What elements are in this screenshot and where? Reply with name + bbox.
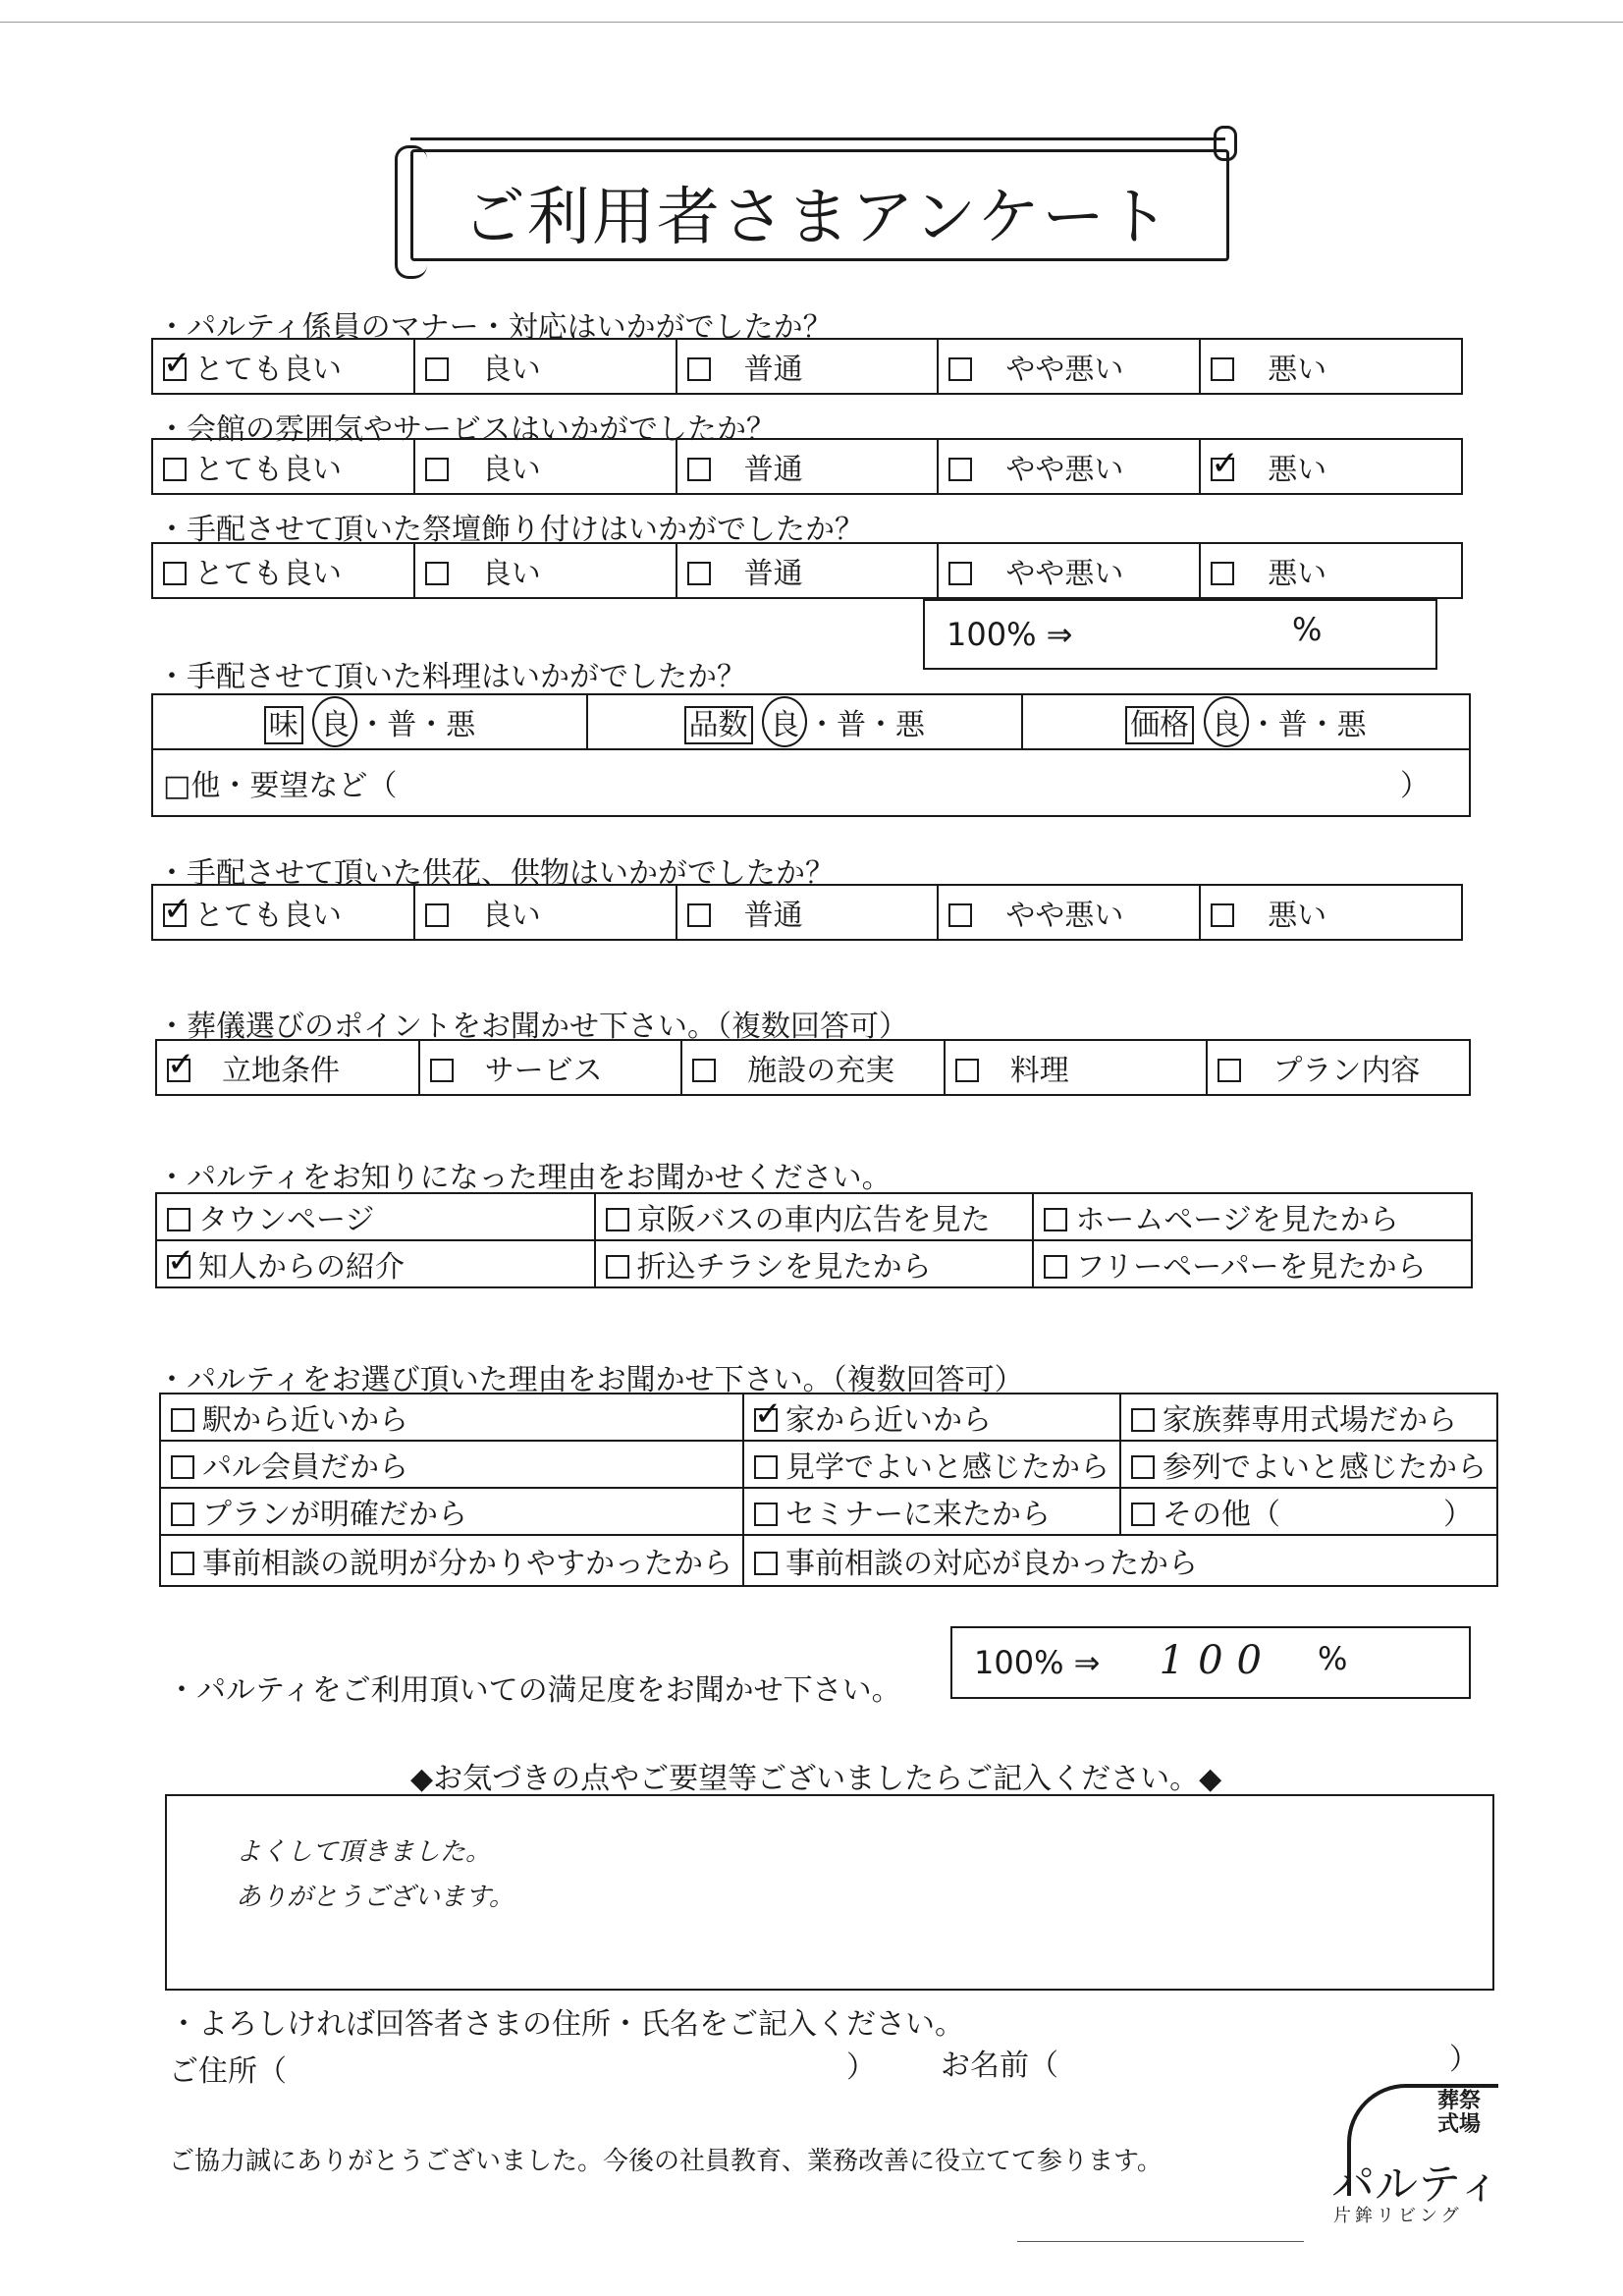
q1-option-1[interactable] [414, 339, 676, 394]
q8-option-label-1-2: 参列でよいと感じたから [1163, 1450, 1487, 1485]
q2-options-table [151, 438, 1463, 495]
q1-checkbox-3[interactable] [948, 357, 972, 381]
q6-checkbox-0[interactable] [167, 1059, 190, 1082]
q8-checkbox-0-0[interactable] [171, 1408, 194, 1432]
q3-option-4[interactable] [1200, 543, 1462, 598]
logo-sub-text: 片鉾リビング [1333, 2206, 1463, 2226]
q2-question: ・会館の雰囲気やサービスはいかがでしたか？ [157, 412, 776, 447]
q8-option-label-1-0: パル会員だから [202, 1450, 408, 1485]
q3-option-label-4: 悪い [1268, 557, 1327, 591]
q3-option-label-0: とても良い [194, 557, 342, 591]
q8-option-2-1[interactable] [743, 1488, 1120, 1535]
q1-option-label-1: 良い [481, 353, 541, 387]
q7-option-0-1[interactable] [595, 1193, 1034, 1240]
q8-option-2-0[interactable] [160, 1488, 743, 1535]
q3-checkbox-4[interactable] [1211, 562, 1234, 585]
q7-option-1-0[interactable] [156, 1240, 595, 1287]
q7-option-label-0-1: 京阪バスの車内広告を見た [636, 1203, 991, 1237]
q7-option-1-1[interactable] [595, 1240, 1034, 1287]
q1-option-0[interactable] [152, 339, 414, 394]
q8-last-checkbox-0[interactable] [171, 1552, 194, 1575]
q5-checkbox-1[interactable] [425, 903, 449, 927]
q2-option-label-4: 悪い [1268, 453, 1327, 487]
q6-option-label-4: プラン内容 [1272, 1054, 1421, 1088]
q3-percent-unit: % [1292, 611, 1323, 648]
q5-question: ・手配させて頂いた供花、供物はいかがでしたか？ [157, 856, 835, 891]
q6-option-3[interactable] [945, 1040, 1208, 1095]
q8-option-1-1[interactable] [743, 1441, 1120, 1488]
q4-other-cell[interactable] [152, 749, 1470, 816]
q4-price-label: 価格 [1125, 706, 1194, 744]
q3-option-label-3: やや悪い [1005, 557, 1124, 591]
q3-question: ・手配させて頂いた祭壇飾り付けはいかがでしたか？ [157, 513, 864, 547]
q8-checkbox-2-0[interactable] [171, 1503, 194, 1526]
q7-checkbox-0-2[interactable] [1044, 1208, 1067, 1231]
address-field[interactable] [265, 2076, 835, 2078]
q4-taste-cell[interactable] [152, 694, 587, 749]
q3-checkbox-0[interactable] [163, 562, 187, 585]
survey-title: ご利用者さまアンケート [461, 182, 1172, 254]
q5-option-4[interactable] [1200, 885, 1462, 940]
q8-checkbox-1-2[interactable] [1131, 1455, 1155, 1479]
footer-thanks: ご協力誠にありがとうございました。今後の社員教育、業務改善に役立てて参ります。 [169, 2147, 1163, 2176]
q7-option-label-0-0: タウンページ [198, 1203, 375, 1237]
q3-option-3[interactable] [938, 543, 1200, 598]
q7-question: ・パルティをお知りになった理由をお聞かせください。 [157, 1161, 892, 1195]
q6-option-2[interactable] [681, 1040, 945, 1095]
q7-option-label-1-2: フリーペーパーを見たから [1075, 1250, 1427, 1285]
q8-option-label-0-2: 家族葬専用式場だから [1163, 1403, 1457, 1438]
q8-last-checkbox-1[interactable] [754, 1552, 778, 1575]
q8-last-option-0[interactable] [160, 1535, 743, 1586]
q6-option-0[interactable] [156, 1040, 419, 1095]
q7-option-label-0-2: ホームページを見たから [1075, 1203, 1399, 1237]
q4-other-close: ） [1400, 769, 1430, 803]
q8-options-table [159, 1393, 1498, 1587]
q1-option-label-4: 悪い [1268, 353, 1327, 387]
address-label: ご住所（ [169, 2054, 287, 2089]
q5-option-1[interactable] [414, 885, 676, 940]
q3-option-label-1: 良い [481, 557, 541, 591]
comment-line-2: ありがとうございます。 [236, 1883, 514, 1912]
q7-checkbox-0-1[interactable] [606, 1208, 629, 1231]
q1-question: ・パルティ係員のマナー・対応はいかがでしたか？ [157, 310, 833, 345]
comments-heading: ◆お気づきの点やご要望等ございましたらご記入ください。◆ [410, 1762, 1222, 1796]
q3-checkbox-3[interactable] [948, 562, 972, 585]
q8-last-option-label-0: 事前相談の説明が分かりやすかったから [202, 1547, 732, 1581]
q1-checkbox-4[interactable] [1211, 357, 1234, 381]
q9-question: ・パルティをご利用頂いての満足度をお聞かせ下さい。 [167, 1673, 901, 1708]
q4-taste-label: 味 [264, 706, 303, 744]
logo-small-text: 葬祭式場 [1436, 2089, 1481, 2137]
q8-checkbox-1-1[interactable] [754, 1455, 778, 1479]
q5-option-label-2: 普通 [743, 899, 803, 933]
q6-option-label-2: 施設の充実 [747, 1054, 895, 1088]
q7-options-table [155, 1192, 1473, 1288]
q4-question: ・手配させて頂いた料理はいかがでしたか？ [157, 660, 746, 694]
q5-option-label-3: やや悪い [1005, 899, 1124, 933]
q8-other-close: ） [1443, 1498, 1473, 1532]
q2-option-3[interactable] [938, 439, 1200, 494]
q4-quantity-label: 品数 [684, 706, 753, 744]
q3-checkbox-1[interactable] [425, 562, 449, 585]
q4-quantity-rating-circled: 良 [762, 696, 807, 747]
q9-percent-box[interactable] [950, 1626, 1471, 1699]
q8-last-option-1[interactable] [743, 1535, 1497, 1586]
q1-checkbox-1[interactable] [425, 357, 449, 381]
q3-option-label-2: 普通 [743, 557, 803, 591]
q8-option-1-2[interactable] [1120, 1441, 1497, 1488]
q6-option-1[interactable] [419, 1040, 682, 1095]
q2-checkbox-1[interactable] [425, 458, 449, 481]
q7-checkbox-1-2[interactable] [1044, 1255, 1067, 1279]
q8-checkbox-2-2[interactable] [1131, 1503, 1155, 1526]
q5-option-label-0: とても良い [194, 899, 342, 933]
q8-checkbox-1-0[interactable] [171, 1455, 194, 1479]
footer-rule [1017, 2241, 1304, 2242]
q5-checkbox-2[interactable] [687, 903, 711, 927]
q8-option-1-0[interactable] [160, 1441, 743, 1488]
comment-line-1: よくして頂きました。 [236, 1837, 492, 1867]
q4-quantity-rest: ・普・悪 [807, 708, 926, 742]
q5-checkbox-0[interactable] [163, 903, 187, 927]
q8-question: ・パルティをお選び頂いた理由をお聞かせ下さい。（複数回答可） [157, 1363, 1024, 1397]
name-field[interactable] [1060, 2072, 1434, 2074]
q8-option-label-2-0: プランが明確だから [202, 1498, 467, 1532]
q9-percent-unit: % [1318, 1640, 1348, 1677]
q8-option-label-2-1: セミナーに来たから [785, 1498, 1051, 1532]
q2-checkbox-0[interactable] [163, 458, 187, 481]
q1-option-4[interactable] [1200, 339, 1462, 394]
q1-option-3[interactable] [938, 339, 1200, 394]
q2-option-0[interactable] [152, 439, 414, 494]
q8-option-label-1-1: 見学でよいと感じたから [785, 1450, 1109, 1485]
q1-option-label-2: 普通 [743, 353, 803, 387]
q6-option-label-1: サービス [484, 1054, 603, 1088]
q7-option-0-0[interactable] [156, 1193, 595, 1240]
q5-option-3[interactable] [938, 885, 1200, 940]
q8-option-label-0-0: 駅から近いから [202, 1403, 408, 1438]
q6-question: ・葬儀選びのポイントをお聞かせ下さい。（複数回答可） [157, 1010, 908, 1044]
name-close: ） [1449, 2043, 1479, 2077]
q7-option-label-1-0: 知人からの紹介 [198, 1250, 405, 1285]
q5-option-2[interactable] [676, 885, 939, 940]
q6-option-label-0: 立地条件 [222, 1054, 340, 1088]
q1-checkbox-0[interactable] [163, 357, 187, 381]
q2-option-2[interactable] [676, 439, 939, 494]
q1-options-table [151, 338, 1463, 395]
q8-option-label-2-2: その他（ [1163, 1498, 1280, 1532]
q6-checkbox-3[interactable] [955, 1059, 979, 1082]
q6-checkbox-4[interactable] [1217, 1059, 1241, 1082]
q4-food-table [151, 693, 1471, 817]
q8-checkbox-2-1[interactable] [754, 1503, 778, 1526]
q3-options-table [151, 542, 1463, 599]
q5-options-table [151, 884, 1463, 941]
q8-option-0-1[interactable] [743, 1394, 1120, 1441]
q5-option-label-1: 良い [481, 899, 541, 933]
q2-checkbox-4[interactable] [1211, 458, 1234, 481]
name-label: お名前（ [941, 2049, 1058, 2083]
q3-option-1[interactable] [414, 543, 676, 598]
q7-checkbox-1-0[interactable] [167, 1255, 190, 1279]
q1-checkbox-2[interactable] [687, 357, 711, 381]
q8-option-0-2[interactable] [1120, 1394, 1497, 1441]
q7-checkbox-0-0[interactable] [167, 1208, 190, 1231]
q5-option-0[interactable] [152, 885, 414, 940]
page-top-rule [0, 22, 1623, 23]
q3-option-2[interactable] [676, 543, 939, 598]
q2-option-4[interactable] [1200, 439, 1462, 494]
q3-checkbox-2[interactable] [687, 562, 711, 585]
q2-option-label-2: 普通 [743, 453, 803, 487]
logo-main-text: パルティ [1331, 2159, 1501, 2210]
q4-taste-rating-circled: 良 [312, 696, 357, 747]
q9-percent-value: 100 [1159, 1638, 1275, 1683]
q4-price-rating-circled: 良 [1204, 696, 1249, 747]
q7-option-label-1-1: 折込チラシを見たから [636, 1250, 932, 1285]
q3-percent-box[interactable] [923, 599, 1437, 670]
q8-option-2-2[interactable] [1120, 1488, 1497, 1535]
q3-percent-label: 100% ⇒ [947, 616, 1073, 653]
q2-checkbox-2[interactable] [687, 458, 711, 481]
q2-option-label-1: 良い [481, 453, 541, 487]
q7-option-0-2[interactable] [1033, 1193, 1472, 1240]
q4-other-label: □他・要望など（ [163, 769, 398, 803]
q6-checkbox-1[interactable] [430, 1059, 454, 1082]
q5-checkbox-4[interactable] [1211, 903, 1234, 927]
q8-checkbox-0-1[interactable] [754, 1408, 778, 1432]
q4-price-rest: ・普・悪 [1248, 708, 1367, 742]
q3-option-0[interactable] [152, 543, 414, 598]
q7-option-1-2[interactable] [1033, 1240, 1472, 1287]
q2-option-1[interactable] [414, 439, 676, 494]
address-close: ） [846, 2050, 876, 2085]
q7-checkbox-1-1[interactable] [606, 1255, 629, 1279]
q9-percent-label: 100% ⇒ [974, 1644, 1101, 1681]
q6-options-table [155, 1039, 1471, 1096]
q6-checkbox-2[interactable] [692, 1059, 716, 1082]
q6-option-4[interactable] [1207, 1040, 1470, 1095]
q4-price-cell[interactable] [1022, 694, 1470, 749]
q6-option-label-3: 料理 [1009, 1054, 1069, 1088]
q8-option-label-0-1: 家から近いから [785, 1403, 992, 1438]
q2-option-label-0: とても良い [194, 453, 342, 487]
q8-last-option-label-1: 事前相談の対応が良かったから [785, 1547, 1198, 1581]
q5-option-label-4: 悪い [1268, 899, 1327, 933]
q1-option-2[interactable] [676, 339, 939, 394]
comments-box[interactable] [165, 1794, 1494, 1991]
q1-option-label-0: とても良い [194, 353, 342, 387]
q5-checkbox-3[interactable] [948, 903, 972, 927]
q2-checkbox-3[interactable] [948, 458, 972, 481]
q8-checkbox-0-2[interactable] [1131, 1408, 1155, 1432]
q1-option-label-3: やや悪い [1005, 353, 1124, 387]
q8-option-0-0[interactable] [160, 1394, 743, 1441]
q2-option-label-3: やや悪い [1005, 453, 1124, 487]
address-question: ・よろしければ回答者さまの住所・氏名をご記入ください。 [169, 2007, 964, 2042]
q4-quantity-cell[interactable] [587, 694, 1022, 749]
q4-taste-rest: ・普・悪 [357, 708, 476, 742]
